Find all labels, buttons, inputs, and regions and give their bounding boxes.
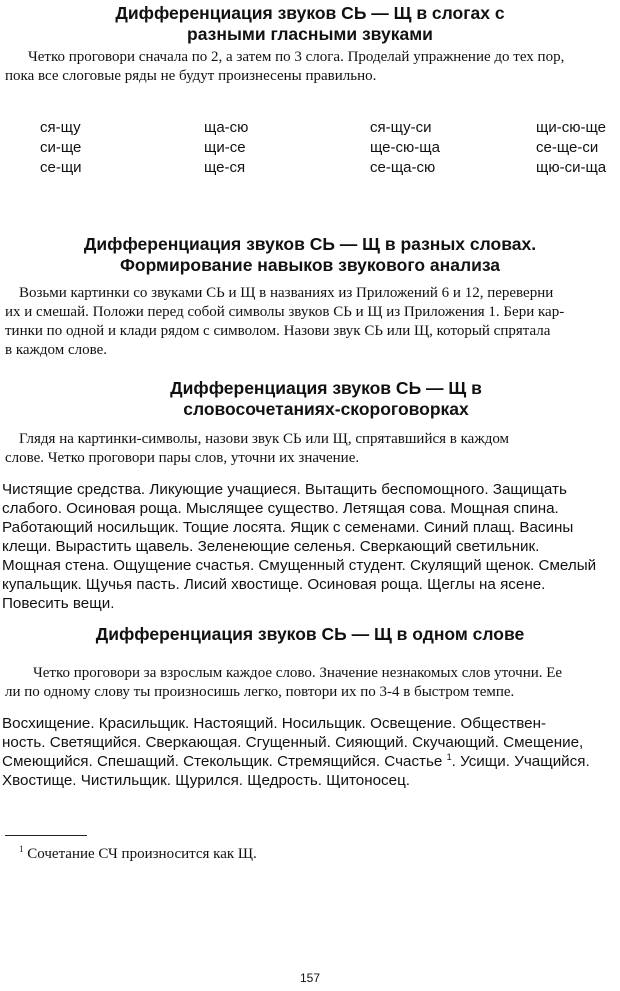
page-number: 157 [299, 971, 321, 985]
syllable-row: щю-си-ща [536, 159, 607, 176]
footnote [19, 846, 257, 863]
title-line: разными гласными звуками [187, 24, 433, 44]
text-line: тинки по одной и клади рядом с символом. Назови звук СЬ или Щ, который спрятала [5, 323, 551, 339]
text-line: в каждом слове. [5, 342, 108, 358]
syllable-row: ща-сю [204, 119, 249, 136]
word-line-with-footnote [2, 752, 616, 771]
text-line: Возьми картинки со звуками СЬ и Щ в названиях из Приложений 6 и 12, переверни [19, 285, 554, 301]
syllable-column-4 [536, 118, 606, 178]
footnote-divider [5, 835, 87, 836]
phrase-line: купальщик. Щучья пасть. Лисий хвостище. Осиновая роща. Щеглы на ясене. [2, 576, 546, 593]
instruction-words [5, 284, 613, 360]
word-line: Хвостище. Чистильщик. Щурился. Щедрость. Щитоносец. [2, 772, 410, 789]
phrase-list [2, 480, 616, 613]
text-line: слове. Четко проговори пары слов, уточни их значение. [5, 450, 360, 466]
title-line: Формирование навыков звукового анализа [119, 255, 501, 275]
text-line: Четко проговори за взрослым каждое слово. Значение незнакомых слов уточни. Ее [33, 665, 563, 681]
syllable-column-1 [40, 118, 82, 178]
syllable-row: се-щи [40, 159, 82, 176]
phrase-line: Мощная стена. Ощущение счастья. Смущенный студент. Скулящий щенок. Смелый [2, 557, 597, 574]
section-title-single-word [0, 624, 620, 645]
word-line: Восхищение. Красильщик. Настоящий. Носильщик. Освещение. Обществен- [2, 715, 547, 732]
word-list [2, 714, 616, 790]
instruction-phrases [5, 430, 613, 468]
phrase-line: слабого. Осиновая роща. Мыслящее существо. Летящая сова. Мощная спина. [2, 500, 559, 517]
syllable-column-3 [370, 118, 440, 178]
phrase-line: Повесить вещи. [2, 595, 115, 612]
syllable-row: ся-щу [40, 119, 81, 136]
title-line: Дифференциация звуков СЬ — Щ в слогах с [115, 3, 505, 23]
syllable-row: щи-сю-ще [536, 119, 606, 136]
footnote-mark: 1 [19, 844, 24, 854]
text-line: Глядя на картинки-символы, назови звук СЬ или Щ, спрятавшийся в каждом [19, 431, 510, 447]
syllable-row: се-ща-сю [370, 159, 436, 176]
section-title-phrases [16, 378, 620, 420]
syllable-row: щи-се [204, 139, 246, 156]
phrase-line: Чистящие средства. Ликующие учащиеся. Вытащить беспомощного. Защищать [2, 481, 567, 498]
word-line-tail: . Усищи. Учащийся. [451, 753, 590, 770]
text-line: их и смешай. Положи перед собой символы звуков СЬ и Щ из Приложения 1. Бери кар- [5, 304, 565, 320]
syllable-row: се-ще-си [536, 139, 599, 156]
instruction-single-word [5, 664, 613, 702]
phrase-line: клещи. Вырастить щавель. Зеленеющие селенья. Сверкающий светильник. [2, 538, 540, 555]
word-line: ность. Светящийся. Сверкающая. Сгущенный. Сияющий. Скучающий. Смещение, [2, 734, 584, 751]
footnote-text: Сочетание СЧ произносится как Щ. [27, 846, 257, 862]
title-line: словосочетаниях-скороговорках [183, 399, 469, 419]
text-line: Четко проговори сначала по 2, а затем по 3 слога. Проделай упражнение до тех пор, [28, 49, 565, 65]
phrase-line: Работающий носильщик. Тощие лосята. Ящик с семенами. Синий плащ. Васины [2, 519, 574, 536]
title-line: Дифференциация звуков СЬ — Щ в разных словах. [83, 234, 537, 254]
text-line: ли по одному слову ты произносишь легко, повтори их по 3-4 в быстром темпе. [5, 684, 515, 700]
title-line: Дифференциация звуков СЬ — Щ в одном слове [95, 624, 525, 644]
syllable-row: ще-сю-ща [370, 139, 440, 156]
instruction-syllables [5, 48, 613, 86]
footnote-reference: 1 [446, 751, 452, 762]
syllable-column-2 [204, 118, 248, 178]
section-title-syllables [0, 3, 620, 45]
syllable-row: си-ще [40, 139, 82, 156]
title-line: Дифференциация звуков СЬ — Щ в [170, 378, 482, 398]
syllable-row: ще-ся [204, 159, 246, 176]
word-line-text: Смеющийся. Спешащий. Стекольщик. Стремящийся. Счастье [2, 753, 443, 770]
text-line: пока все слоговые ряды не будут произнесены правильно. [5, 68, 377, 84]
syllable-row: ся-щу-си [370, 119, 432, 136]
section-title-words [0, 234, 620, 276]
